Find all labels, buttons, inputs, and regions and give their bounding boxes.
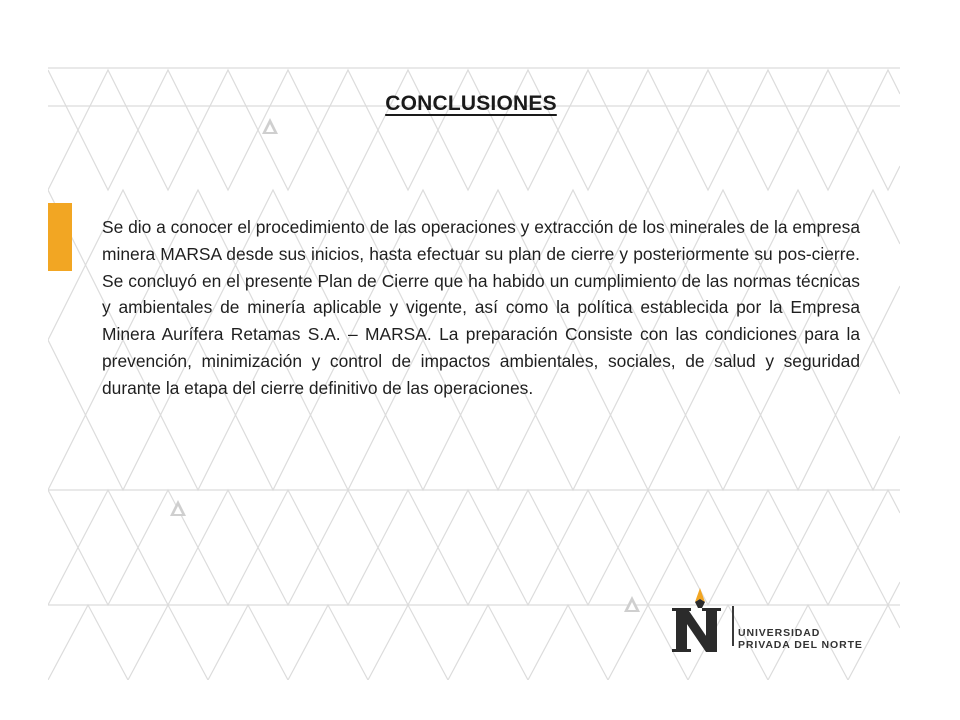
university-logo bbox=[672, 586, 892, 656]
upn-logo-icon bbox=[672, 586, 730, 656]
slide-title bbox=[48, 92, 900, 116]
conclusion-paragraph: Se dio a conocer el procedimiento de las operaciones y extracción de los minerales de la empresa minera MARSA desde sus inicios, hasta efectuar su plan de cierre y posteriormente su pos-cierre. Se concluyó en el presente Plan de Cierre que ha habido un cumplimiento de las normas técnicas y ambientales de minería aplicable y vigente, así como la política establecida por la Empresa Minera Aurífera Retamas S.A. – MARSA. La preparación Consiste con las condiciones para la prevención, minimización y control de impactos ambientales, sociales, de salud y seguridad durante la etapa del cierre definitivo de las operaciones. bbox=[102, 217, 860, 398]
logo-line-university: UNIVERSIDAD bbox=[738, 627, 821, 639]
logo-divider bbox=[732, 606, 734, 646]
slide bbox=[48, 40, 900, 680]
accent-bar bbox=[48, 203, 72, 271]
logo-line-name: PRIVADA DEL NORTE bbox=[738, 639, 863, 651]
slide-title-text: CONCLUSIONES bbox=[385, 92, 557, 115]
